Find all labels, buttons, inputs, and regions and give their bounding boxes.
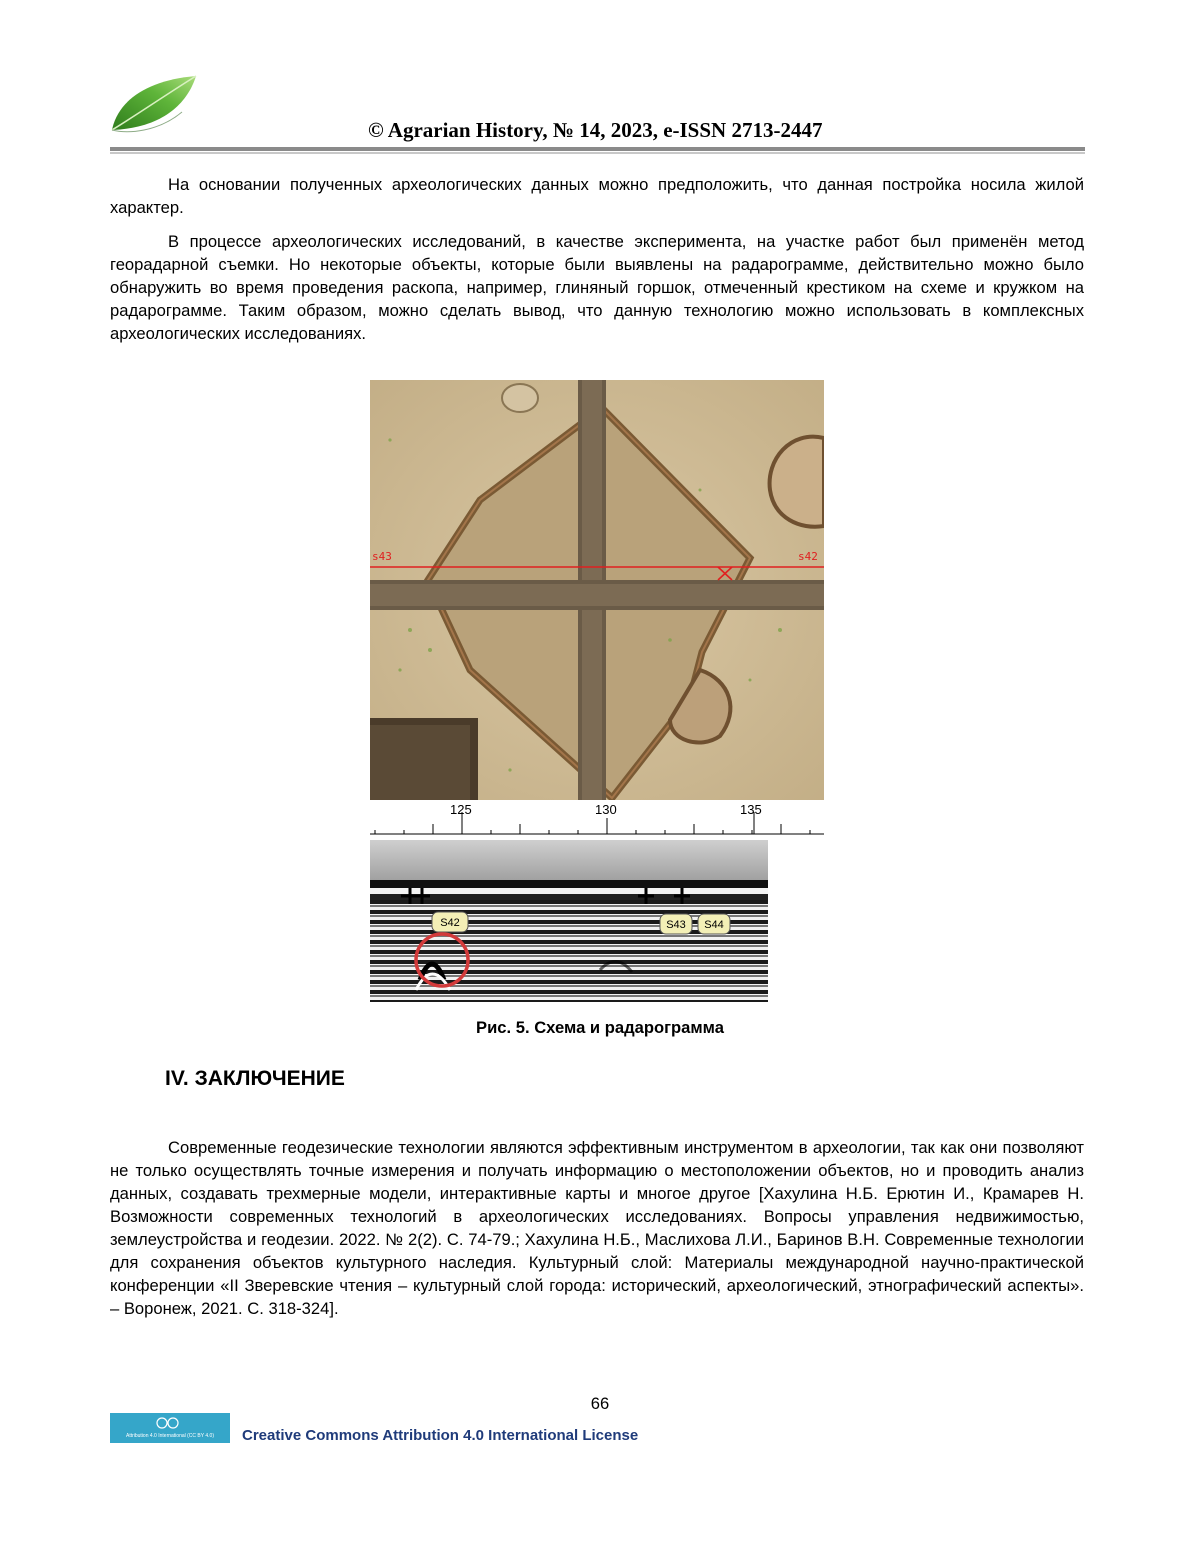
body-paragraph: В процессе археологических исследований, в качестве эксперимента, на участке работ был применён метод георадарной съемки. Но некоторые объекты, которые были выявлены на радарограмме, действительно можно было обнаружить во время проведения раскопа, например, глиняный горшок, отмеченный крестиком на схеме и кружком на радарограмме. Таким образом, можно сделать вывод, что данную технологию можно использовать в комплексных археологических исследованиях. (110, 232, 1084, 343)
excavation-photo (370, 380, 824, 800)
radar-marker-label: S44 (704, 919, 724, 931)
cc-license-badge[interactable] (110, 1413, 230, 1443)
body-paragraph: На основании полученных археологических данных можно предположить, что данная постройка носила жилой характер. (110, 175, 1084, 217)
survey-line-label-right: s42 (798, 550, 818, 563)
badge-text: Attribution 4.0 International (CC BY 4.0) (125, 1433, 215, 1439)
header-rule (110, 147, 1085, 151)
figure-scheme-radargram (370, 380, 824, 1004)
radar-marker-label: S42 (440, 917, 460, 929)
ruler-tick-label: 135 (740, 802, 762, 817)
distance-ruler (370, 800, 824, 840)
header-rule-shadow (110, 152, 1085, 154)
ruler-tick-label: 125 (450, 802, 472, 817)
license-link[interactable]: Creative Commons Attribution 4.0 International License (242, 1427, 639, 1444)
section-title: IV. ЗАКЛЮЧЕНИЕ (165, 1067, 345, 1090)
leaf-icon (108, 72, 200, 136)
radargram (370, 840, 768, 1002)
page-number: 66 (590, 1394, 610, 1413)
radar-marker-label: S43 (666, 919, 686, 931)
body-paragraph: Современные геодезические технологии являются эффективным инструментом в археологии, так как они позволяют не только осуществлять точные измерения и получать информацию о местоположении объектов, но и проводить анализ данных, создавать трехмерные модели, интерактивные карты и многое другое [Хахулина Н.Б. Ерютин И., Крамарев Н. Возможности современных технологий в археологических исследованиях. Вопросы управления недвижимостью, землеустройства и геодезии. 2022. № 2(2). С. 74-79.; Хахулина Н.Б., Маслихова Л.И., Баринов В.Н. Современные технологии для сохранения объектов культурного наследия. Культурный слой: Материалы международной научно-практической конференции «II Зверевские чтения – культурный слой города: исторический, археологический, этнографический аспекты». – Воронеж, 2021. С. 318-324]. (110, 1138, 1084, 1318)
ruler-tick-label: 130 (595, 802, 617, 817)
journal-title: © Agrarian History, № 14, 2023, e-ISSN 2713-2447 (368, 118, 823, 142)
survey-line-label-left: s43 (372, 550, 392, 563)
figure-caption: Рис. 5. Схема и радарограмма (476, 1018, 724, 1037)
